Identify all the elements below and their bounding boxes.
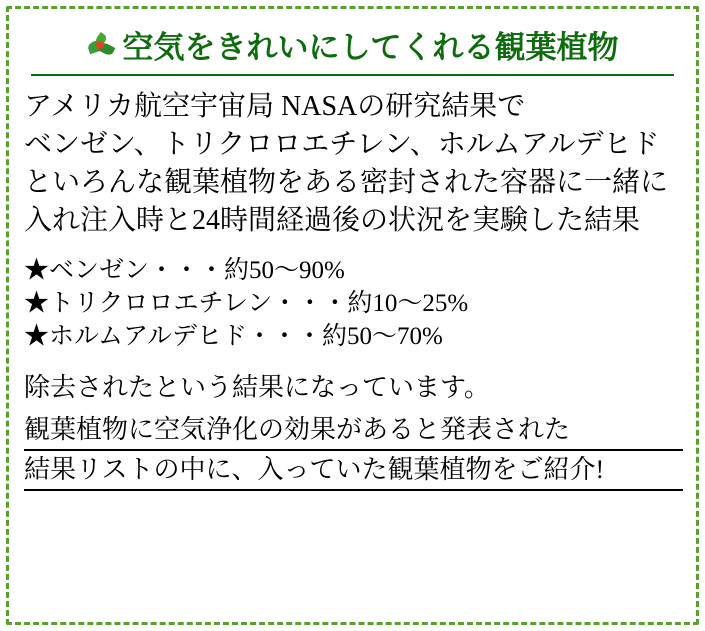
- study-description: ベンゼン、トリクロロエチレン、ホルムアルデヒドといろんな観葉植物をある密封された容器に一緒に入れ注入時と24時間経過後の状況を実験した結果: [24, 129, 669, 236]
- page-title: 空気をきれいにしてくれる観葉植物: [122, 30, 619, 65]
- results-list: [24, 254, 683, 353]
- intro-line: アメリカ航空宇宙局 NASAの研究結果で: [24, 91, 526, 122]
- list-item: ★ベンゼン・・・約50〜90%: [24, 257, 345, 284]
- conclusion-text: 除去されたという結果になっています。: [24, 373, 490, 402]
- poster-content: [18, 14, 687, 617]
- leaf-icon: [87, 30, 117, 60]
- title-row: [18, 14, 687, 67]
- body-block: [18, 76, 687, 491]
- conclusion-block: [24, 371, 683, 491]
- list-item: ★ホルムアルデヒド・・・約50〜70%: [24, 323, 443, 350]
- list-item: ★トリクロロエチレン・・・約10〜25%: [24, 290, 469, 317]
- closing-line-2: 結果リストの中に、入っていた観葉植物をご紹介!: [24, 453, 683, 491]
- closing-line-1: 観葉植物に空気浄化の効果があると発表された: [24, 413, 683, 451]
